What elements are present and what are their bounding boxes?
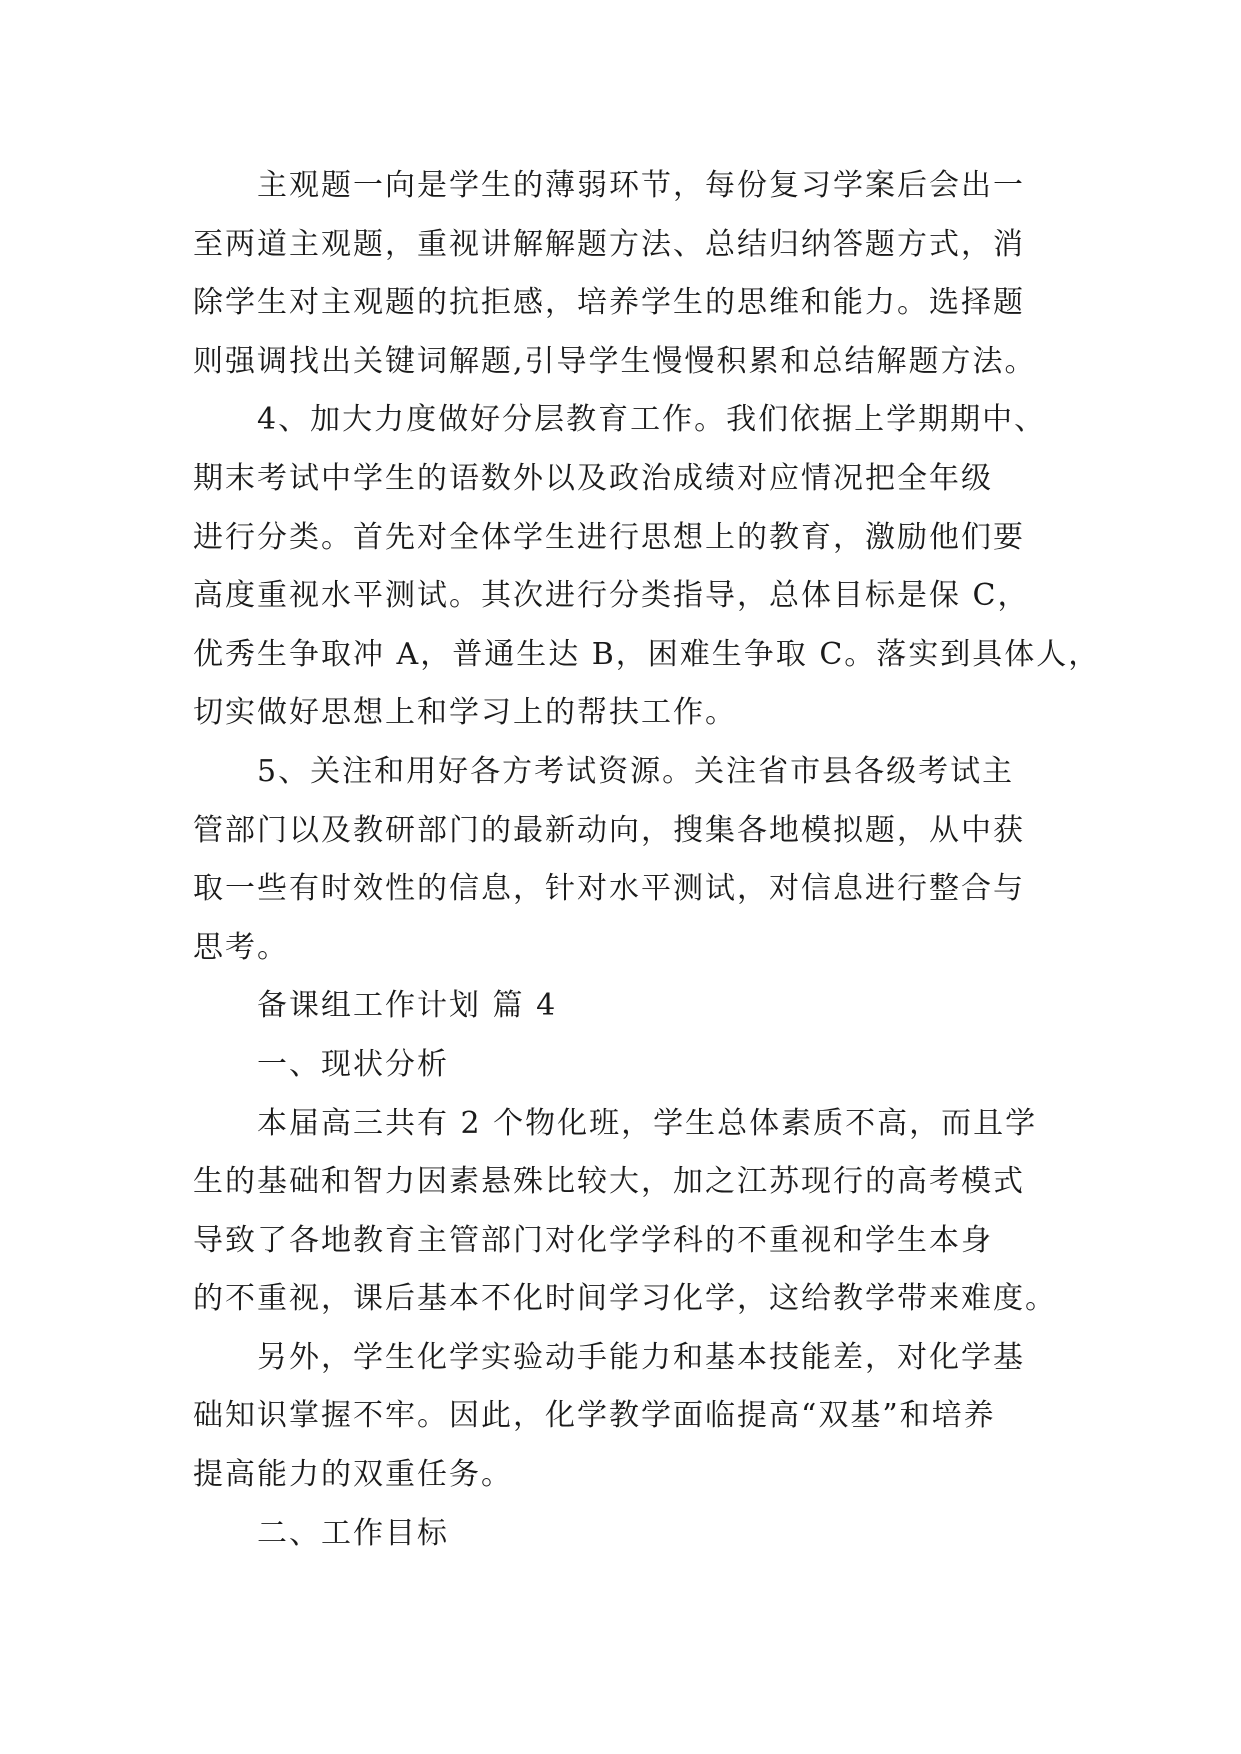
text-line: 本届高三共有 2 个物化班，学生总体素质不高，而且学 (257, 1105, 1038, 1141)
text-line: 优秀生争取冲 A，普通生达 B，困难生争取 C。落实到具体人， (193, 636, 1101, 672)
text-line: 主观题一向是学生的薄弱环节，每份复习学案后会出一 (257, 168, 1025, 203)
text-line: 则强调找出关键词解题,引导学生慢慢积累和总结解题方法。 (193, 343, 1037, 379)
document-body (193, 157, 1101, 1563)
text-line: 的不重视，课后基本不化时间学习化学，这给教学带来难度。 (193, 1281, 1057, 1317)
text-line: 备课组工作计划 篇 4 (257, 988, 558, 1024)
text-line: 础知识掌握不牢。因此，化学教学面临提高“双基”和培养 (193, 1398, 996, 1434)
text-line: 至两道主观题，重视讲解解题方法、总结归纳答题方式，消 (193, 226, 1025, 262)
text-line: 进行分类。首先对全体学生进行思想上的教育，激励他们要 (193, 519, 1025, 555)
text-line: 一、现状分析 (257, 1046, 449, 1082)
text-line: 二、工作目标 (257, 1515, 449, 1551)
text-line: 除学生对主观题的抗拒感，培养学生的思维和能力。选择题 (193, 285, 1025, 321)
text-line: 4、加大力度做好分层教育工作。我们依据上学期期中、 (257, 402, 1047, 438)
text-line: 生的基础和智力因素悬殊比较大，加之江苏现行的高考模式 (193, 1164, 1025, 1200)
text-line: 高度重视水平测试。其次进行分类指导，总体目标是保 C， (193, 578, 1030, 614)
text-line: 5、关注和用好各方考试资源。关注省市县各级考试主 (257, 753, 1015, 789)
text-line: 切实做好思想上和学习上的帮扶工作。 (193, 695, 737, 731)
text-line: 管部门以及教研部门的最新动向，搜集各地模拟题，从中获 (193, 812, 1025, 848)
text-line: 提高能力的双重任务。 (193, 1457, 513, 1493)
text-line: 导致了各地教育主管部门对化学学科的不重视和学生本身 (193, 1222, 993, 1258)
text-line: 思考。 (193, 929, 289, 965)
text-line: 期末考试中学生的语数外以及政治成绩对应情况把全年级 (193, 460, 993, 496)
text-line: 取一些有时效性的信息，针对水平测试，对信息进行整合与 (193, 871, 1025, 907)
text-line: 另外，学生化学实验动手能力和基本技能差，对化学基 (257, 1339, 1025, 1375)
